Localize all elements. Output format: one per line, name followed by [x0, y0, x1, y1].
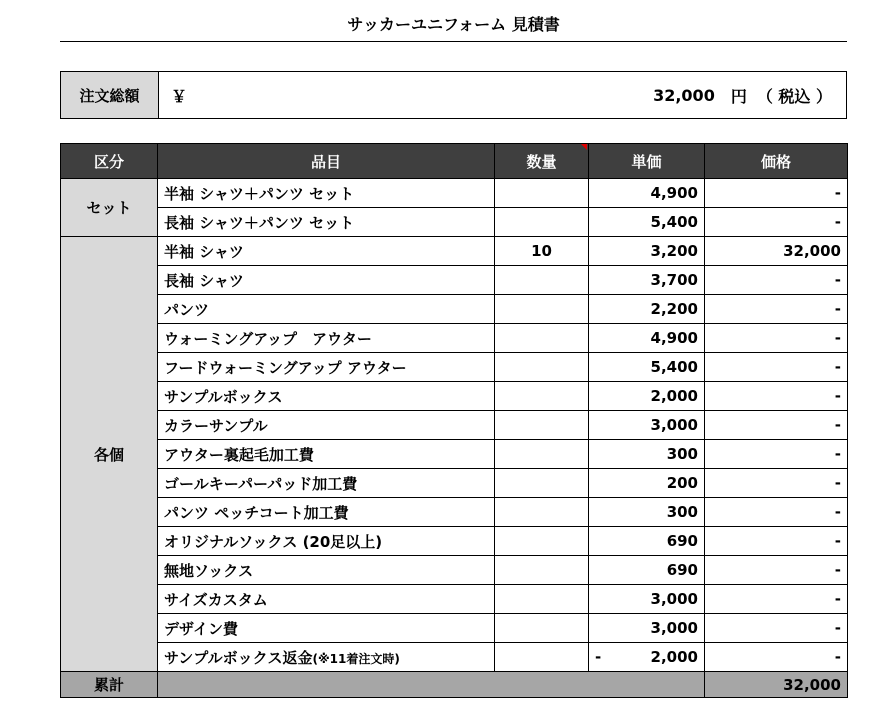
qty-cell[interactable]	[495, 324, 589, 353]
unit-price-cell: 5,400	[589, 208, 705, 237]
order-total-unit: 円	[730, 86, 747, 106]
order-total-box	[60, 71, 847, 119]
qty-cell[interactable]	[495, 382, 589, 411]
unit-price-cell: 4,900	[589, 179, 705, 208]
price-cell: -	[705, 643, 848, 672]
summary-row	[61, 672, 848, 698]
unit-price-cell: 300	[589, 440, 705, 469]
item-name[interactable]: フードウォーミングアップ アウター	[158, 353, 495, 382]
item-name[interactable]: ゴールキーパーパッド加工費	[158, 469, 495, 498]
qty-cell[interactable]	[495, 498, 589, 527]
qty-cell[interactable]	[495, 614, 589, 643]
table-row	[61, 208, 848, 237]
item-name[interactable]: カラーサンプル	[158, 411, 495, 440]
table-row	[61, 266, 848, 295]
price-cell: -	[705, 469, 848, 498]
item-name[interactable]: 長袖 シャツ＋パンツ セット	[158, 208, 495, 237]
item-name[interactable]: オリジナルソックス (20足以上)	[158, 527, 495, 556]
price-cell: -	[705, 324, 848, 353]
minus-sign: -	[595, 648, 602, 666]
price-cell: -	[705, 266, 848, 295]
qty-cell[interactable]	[495, 295, 589, 324]
price-cell: -	[705, 382, 848, 411]
item-name[interactable]: ウォーミングアップ アウター	[158, 324, 495, 353]
price-cell: -	[705, 614, 848, 643]
header-price: 価格	[705, 144, 848, 179]
table-row	[61, 324, 848, 353]
unit-price-cell: 300	[589, 498, 705, 527]
category-each: 各個	[61, 237, 158, 672]
price-cell: 32,000	[705, 237, 848, 266]
item-name[interactable]: 無地ソックス	[158, 556, 495, 585]
header-qty: 数量	[495, 144, 589, 179]
table-row	[61, 382, 848, 411]
table-row	[61, 469, 848, 498]
table-row	[61, 585, 848, 614]
unit-price-cell: 3,700	[589, 266, 705, 295]
item-name[interactable]: サンプルボックス	[158, 382, 495, 411]
order-total-label: 注文総額	[61, 72, 159, 118]
unit-price-cell: 3,000	[589, 585, 705, 614]
item-name-text: サンプルボックス返金	[164, 648, 313, 667]
item-note: (※11着注文時)	[312, 651, 400, 666]
tax-included-note: （ 税込 ）	[756, 86, 832, 106]
qty-cell[interactable]	[495, 440, 589, 469]
table-row	[61, 498, 848, 527]
price-cell: -	[705, 353, 848, 382]
item-name[interactable]: 半袖 シャツ	[158, 237, 495, 266]
table-header-row	[61, 144, 848, 179]
unit-price-cell: 2,200	[589, 295, 705, 324]
item-name[interactable]: パンツ ペッチコート加工費	[158, 498, 495, 527]
summary-price: 32,000	[705, 672, 848, 698]
qty-cell[interactable]	[495, 353, 589, 382]
qty-cell[interactable]	[495, 469, 589, 498]
price-cell: -	[705, 440, 848, 469]
unit-price-cell: 5,400	[589, 353, 705, 382]
table-row	[61, 179, 848, 208]
price-cell: -	[705, 527, 848, 556]
qty-cell[interactable]	[495, 527, 589, 556]
table-row	[61, 614, 848, 643]
price-cell: -	[705, 295, 848, 324]
order-total-amount-area	[211, 72, 846, 118]
table-row	[61, 353, 848, 382]
unit-price-value: 2,000	[650, 648, 698, 666]
unit-price-cell: 3,000	[589, 411, 705, 440]
price-cell: -	[705, 179, 848, 208]
price-cell: -	[705, 411, 848, 440]
price-cell: -	[705, 208, 848, 237]
price-cell: -	[705, 585, 848, 614]
item-name[interactable]: 長袖 シャツ	[158, 266, 495, 295]
table-row	[61, 411, 848, 440]
order-total-value: 32,000	[653, 85, 715, 105]
table-row	[61, 527, 848, 556]
table-row	[61, 440, 848, 469]
table-row	[61, 556, 848, 585]
unit-price-cell: 2,000	[589, 382, 705, 411]
item-name[interactable]: デザイン費	[158, 614, 495, 643]
qty-cell[interactable]: 10	[495, 237, 589, 266]
item-name[interactable]: 半袖 シャツ＋パンツ セット	[158, 179, 495, 208]
table-row	[61, 643, 848, 672]
comment-marker-icon	[581, 144, 587, 150]
qty-cell[interactable]	[495, 179, 589, 208]
header-item: 品目	[158, 144, 495, 179]
quote-table	[60, 143, 848, 698]
qty-cell[interactable]	[495, 411, 589, 440]
item-name[interactable]: サイズカスタム	[158, 585, 495, 614]
unit-price-cell: 3,200	[589, 237, 705, 266]
currency-symbol: ￥	[171, 86, 188, 106]
summary-label: 累計	[61, 672, 158, 698]
unit-price-cell: 690	[589, 556, 705, 585]
table-row	[61, 237, 848, 266]
category-set: セット	[61, 179, 158, 237]
qty-cell[interactable]	[495, 208, 589, 237]
document-title: サッカーユニフォーム 見積書	[347, 15, 560, 34]
qty-cell[interactable]	[495, 585, 589, 614]
item-name-refund[interactable]	[158, 643, 495, 672]
item-name[interactable]: アウター裏起毛加工費	[158, 440, 495, 469]
unit-price-cell	[589, 643, 705, 672]
qty-cell[interactable]	[495, 266, 589, 295]
unit-price-cell: 690	[589, 527, 705, 556]
qty-cell[interactable]	[495, 643, 589, 672]
qty-cell[interactable]	[495, 556, 589, 585]
unit-price-cell: 4,900	[589, 324, 705, 353]
unit-price-cell: 200	[589, 469, 705, 498]
header-unit-price: 単価	[589, 144, 705, 179]
table-row	[61, 295, 848, 324]
price-cell: -	[705, 498, 848, 527]
price-cell: -	[705, 556, 848, 585]
item-name[interactable]: パンツ	[158, 295, 495, 324]
header-category: 区分	[61, 144, 158, 179]
summary-empty	[158, 672, 705, 698]
title-underline	[60, 41, 847, 42]
unit-price-cell: 3,000	[589, 614, 705, 643]
